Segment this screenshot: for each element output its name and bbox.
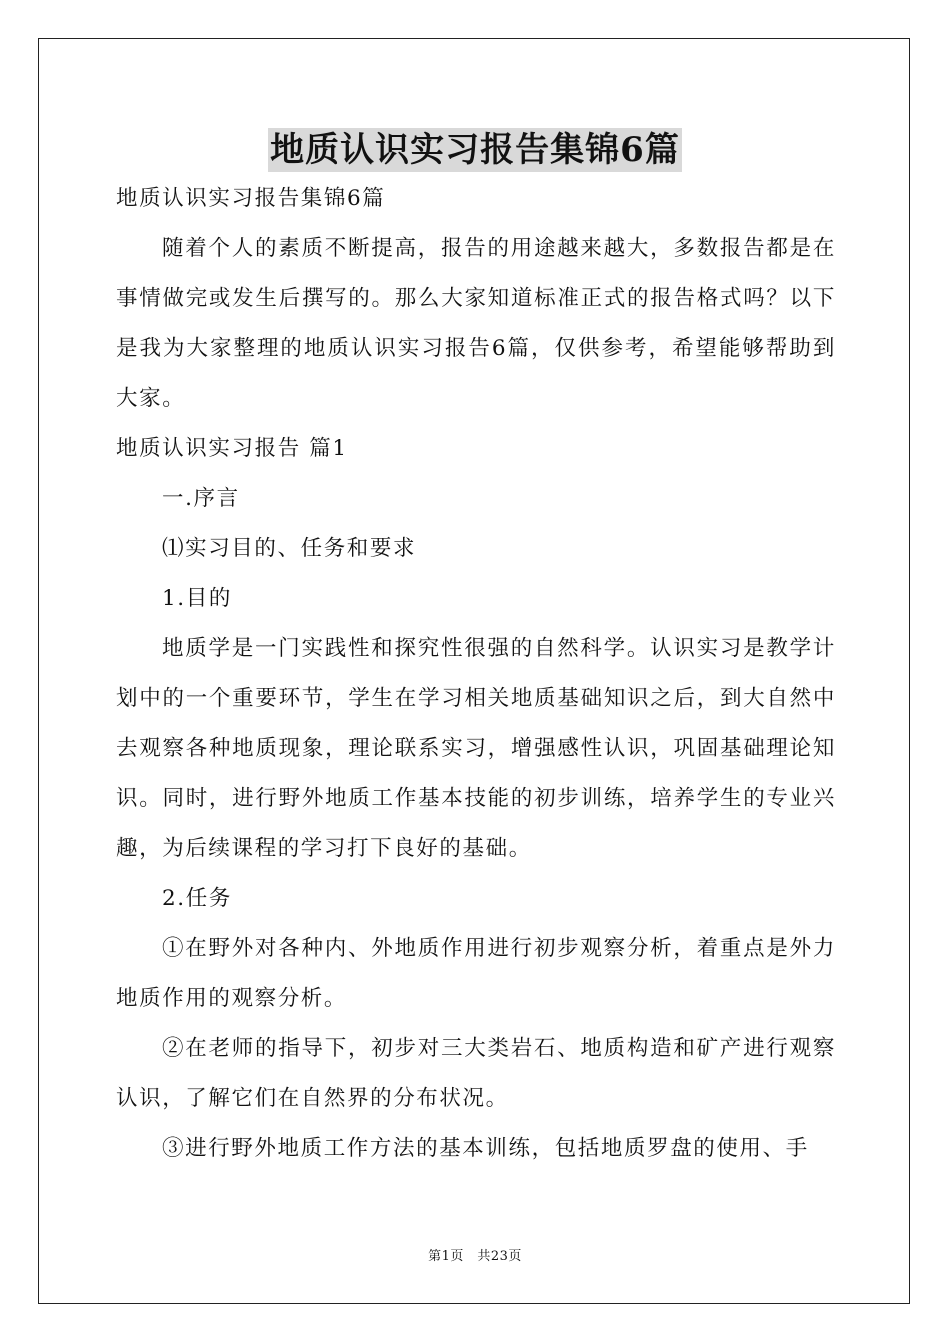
task-item: ①在野外对各种内、外地质作用进行初步观察分析，着重点是外力地质作用的观察分析。 <box>116 936 836 1011</box>
section-heading: 地质认识实习报告 篇1 <box>116 436 348 461</box>
preface-heading: 一.序言 <box>162 486 240 511</box>
title-container <box>0 128 950 172</box>
purpose-heading: 1.目的 <box>162 586 232 611</box>
task-heading: 2.任务 <box>162 886 232 911</box>
page-number: 第1页 共23页 <box>428 1249 522 1264</box>
intro-paragraph: 随着个人的素质不断提高，报告的用途越来越大，多数报告都是在事情做完或发生后撰写的。那么大家知道标准正式的报告格式吗？以下是我为大家整理的地质认识实习报告6篇，仅供参考，希望能够帮助到大家。 <box>116 236 836 411</box>
task-item: ②在老师的指导下，初步对三大类岩石、地质构造和矿产进行观察认识，了解它们在自然界的分布状况。 <box>116 1036 836 1111</box>
document-title: 地质认识实习报告集锦6篇 <box>270 130 680 170</box>
purpose-paragraph: 地质学是一门实践性和探究性很强的自然科学。认识实习是教学计划中的一个重要环节，学生在学习相关地质基础知识之后，到大自然中去观察各种地质现象，理论联系实习，增强感性认识，巩固基础理论知识。同时，进行野外地质工作基本技能的初步训练，培养学生的专业兴趣，为后续课程的学习打下良好的基础。 <box>116 636 836 861</box>
page-footer <box>0 1248 950 1266</box>
subsection-heading: ⑴实习目的、任务和要求 <box>162 536 417 561</box>
subtitle-line: 地质认识实习报告集锦6篇 <box>116 186 386 211</box>
task-item: ③进行野外地质工作方法的基本训练，包括地质罗盘的使用、手 <box>162 1136 809 1161</box>
document-body <box>116 174 836 1174</box>
